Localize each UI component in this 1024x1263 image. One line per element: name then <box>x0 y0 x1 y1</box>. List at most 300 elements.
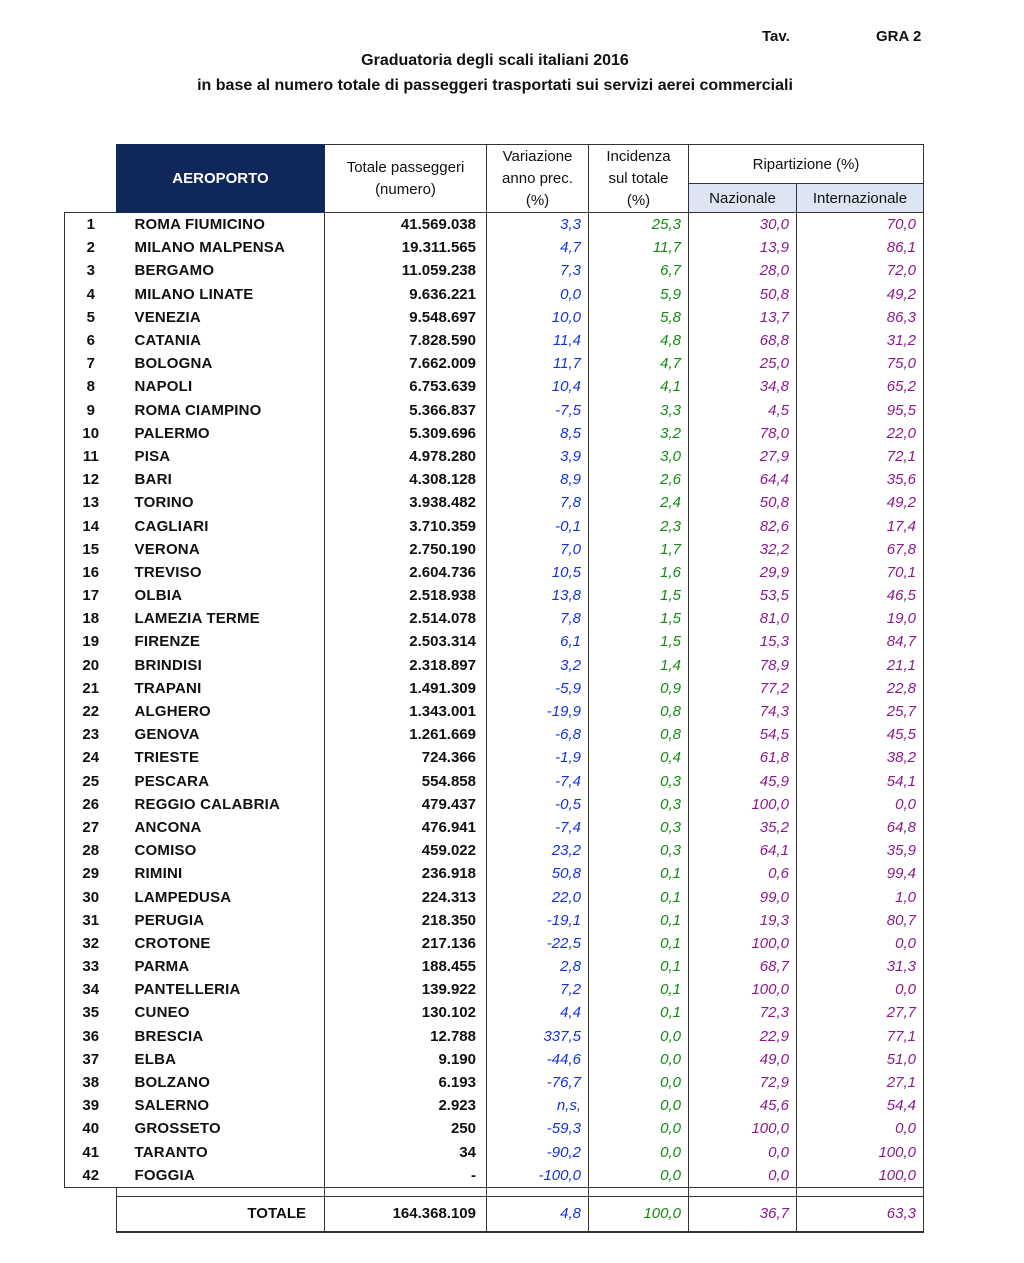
domestic-pct: 45,6 <box>689 1094 797 1117</box>
passengers-total: 2.923 <box>325 1094 487 1117</box>
passengers-total: 2.604.736 <box>325 561 487 584</box>
row-rank: 3 <box>65 259 117 282</box>
domestic-pct: 0,6 <box>689 862 797 885</box>
airport-name: FIRENZE <box>134 633 201 651</box>
incidence-pct: 11,7 <box>589 236 689 259</box>
row-rank: 37 <box>65 1048 117 1071</box>
domestic-pct: 99,0 <box>689 885 797 908</box>
international-pct: 100,0 <box>797 1164 924 1188</box>
table-row <box>65 630 924 653</box>
international-pct: 27,1 <box>797 1071 924 1094</box>
domestic-pct: 32,2 <box>689 538 797 561</box>
domestic-pct: 78,9 <box>689 654 797 677</box>
incidence-pct: 3,3 <box>589 399 689 422</box>
international-pct: 65,2 <box>797 375 924 398</box>
domestic-pct: 30,0 <box>689 213 797 237</box>
international-pct: 1,0 <box>797 885 924 908</box>
row-rank: 19 <box>65 630 117 653</box>
variation-pct: 7,2 <box>487 978 589 1001</box>
international-pct: 0,0 <box>797 1117 924 1140</box>
domestic-pct: 28,0 <box>689 259 797 282</box>
row-rank: 29 <box>65 862 117 885</box>
international-pct: 70,0 <box>797 213 924 237</box>
row-rank: 5 <box>65 306 117 329</box>
airport-name: PANTELLERIA <box>134 981 241 999</box>
table-row <box>65 445 924 468</box>
table-row <box>65 978 924 1001</box>
domestic-pct: 64,4 <box>689 468 797 491</box>
incidence-pct: 0,3 <box>589 816 689 839</box>
international-pct: 64,8 <box>797 816 924 839</box>
domestic-pct: 22,9 <box>689 1025 797 1048</box>
international-pct: 84,7 <box>797 630 924 653</box>
table-row <box>65 654 924 677</box>
variation-pct: 13,8 <box>487 584 589 607</box>
airport-ranking-table <box>64 144 924 1233</box>
variation-pct: 4,4 <box>487 1001 589 1024</box>
row-rank: 1 <box>65 213 117 237</box>
totals-section <box>65 1187 924 1232</box>
international-pct: 0,0 <box>797 978 924 1001</box>
incidence-pct: 0,0 <box>589 1117 689 1140</box>
domestic-pct: 100,0 <box>689 978 797 1001</box>
variation-pct: -76,7 <box>487 1071 589 1094</box>
domestic-pct: 77,2 <box>689 677 797 700</box>
domestic-pct: 81,0 <box>689 607 797 630</box>
passengers-total: 1.261.669 <box>325 723 487 746</box>
domestic-pct: 100,0 <box>689 932 797 955</box>
header-incidenza <box>589 145 689 213</box>
row-rank: 26 <box>65 793 117 816</box>
domestic-pct: 74,3 <box>689 700 797 723</box>
incidence-pct: 0,0 <box>589 1048 689 1071</box>
variation-pct: -22,5 <box>487 932 589 955</box>
table-row <box>65 793 924 816</box>
variation-pct: -100,0 <box>487 1164 589 1188</box>
table-row <box>65 1164 924 1188</box>
header-incidenza-line1: Incidenza <box>606 147 671 165</box>
international-pct: 19,0 <box>797 607 924 630</box>
row-rank: 11 <box>65 445 117 468</box>
row-rank: 4 <box>65 283 117 306</box>
passengers-total: 476.941 <box>325 816 487 839</box>
row-rank: 31 <box>65 909 117 932</box>
incidence-pct: 1,4 <box>589 654 689 677</box>
passengers-total: 2.318.897 <box>325 654 487 677</box>
row-rank: 42 <box>65 1164 117 1188</box>
incidence-pct: 1,5 <box>589 607 689 630</box>
variation-pct: 7,3 <box>487 259 589 282</box>
airport-name: CAGLIARI <box>134 517 209 535</box>
row-rank: 32 <box>65 932 117 955</box>
table-row <box>65 746 924 769</box>
international-pct: 0,0 <box>797 793 924 816</box>
variation-pct: -1,9 <box>487 746 589 769</box>
passengers-total: 5.366.837 <box>325 399 487 422</box>
variation-pct: 6,1 <box>487 630 589 653</box>
international-pct: 45,5 <box>797 723 924 746</box>
incidence-pct: 0,1 <box>589 885 689 908</box>
passengers-total: - <box>325 1164 487 1188</box>
variation-pct: -5,9 <box>487 677 589 700</box>
domestic-pct: 82,6 <box>689 514 797 537</box>
row-rank: 18 <box>65 607 117 630</box>
row-rank: 34 <box>65 978 117 1001</box>
table-row <box>65 236 924 259</box>
spacer-cell <box>487 1187 589 1196</box>
row-rank: 33 <box>65 955 117 978</box>
domestic-pct: 0,0 <box>689 1141 797 1164</box>
passengers-total: 6.193 <box>325 1071 487 1094</box>
spacer-cell <box>689 1187 797 1196</box>
airport-name: LAMEZIA TERME <box>134 610 260 628</box>
row-rank: 22 <box>65 700 117 723</box>
airport-name: BRINDISI <box>134 656 202 674</box>
incidence-pct: 0,4 <box>589 746 689 769</box>
incidence-pct: 4,8 <box>589 329 689 352</box>
airport-name: TREVISO <box>134 563 202 581</box>
international-pct: 49,2 <box>797 491 924 514</box>
domestic-pct: 4,5 <box>689 399 797 422</box>
page-subtitle: in base al numero totale di passeggeri trasportati sui servizi aerei commerciali <box>197 77 793 94</box>
passengers-total: 9.548.697 <box>325 306 487 329</box>
airport-name: GENOVA <box>134 726 200 744</box>
row-rank: 39 <box>65 1094 117 1117</box>
airport-name: PARMA <box>134 958 190 976</box>
domestic-pct: 13,7 <box>689 306 797 329</box>
row-rank: 7 <box>65 352 117 375</box>
airport-name: PISA <box>134 447 171 465</box>
domestic-pct: 54,5 <box>689 723 797 746</box>
variation-pct: 4,7 <box>487 236 589 259</box>
table-row <box>65 770 924 793</box>
row-rank: 14 <box>65 514 117 537</box>
airport-name: OLBIA <box>134 587 183 605</box>
table-body <box>65 213 924 1188</box>
international-pct: 99,4 <box>797 862 924 885</box>
variation-pct: 8,5 <box>487 422 589 445</box>
table-row <box>65 213 924 237</box>
airport-name: TRAPANI <box>134 679 202 697</box>
incidence-pct: 0,9 <box>589 677 689 700</box>
header-internazionale: Internazionale <box>797 184 924 213</box>
incidence-pct: 25,3 <box>589 213 689 237</box>
incidence-pct: 2,6 <box>589 468 689 491</box>
international-pct: 86,3 <box>797 306 924 329</box>
table-row <box>65 885 924 908</box>
domestic-pct: 15,3 <box>689 630 797 653</box>
airport-name: MILANO MALPENSA <box>134 239 285 257</box>
variation-pct: 11,7 <box>487 352 589 375</box>
row-rank: 25 <box>65 770 117 793</box>
passengers-total: 4.978.280 <box>325 445 487 468</box>
table-row <box>65 700 924 723</box>
international-pct: 31,2 <box>797 329 924 352</box>
totals-variation: 4,8 <box>487 1196 589 1232</box>
passengers-total: 9.190 <box>325 1048 487 1071</box>
table-row <box>65 1025 924 1048</box>
header-totale-line1: Totale passeggeri <box>346 158 465 176</box>
international-pct: 75,0 <box>797 352 924 375</box>
variation-pct: 3,2 <box>487 654 589 677</box>
airport-name: TORINO <box>134 494 194 512</box>
international-pct: 35,9 <box>797 839 924 862</box>
passengers-total: 2.518.938 <box>325 584 487 607</box>
passengers-total: 34 <box>325 1141 487 1164</box>
table-row <box>65 1141 924 1164</box>
table-row <box>65 352 924 375</box>
totals-row <box>65 1196 924 1232</box>
domestic-pct: 50,8 <box>689 283 797 306</box>
international-pct: 54,1 <box>797 770 924 793</box>
row-rank: 27 <box>65 816 117 839</box>
header-nazionale: Nazionale <box>689 184 797 213</box>
table-row <box>65 561 924 584</box>
passengers-total: 5.309.696 <box>325 422 487 445</box>
table-row <box>65 514 924 537</box>
international-pct: 80,7 <box>797 909 924 932</box>
row-rank: 23 <box>65 723 117 746</box>
header-variazione-line2: anno prec. <box>502 169 573 187</box>
airport-name: PESCARA <box>134 772 210 790</box>
domestic-pct: 72,9 <box>689 1071 797 1094</box>
variation-pct: 10,5 <box>487 561 589 584</box>
passengers-total: 724.366 <box>325 746 487 769</box>
header-ripartizione: Ripartizione (%) <box>689 145 924 184</box>
incidence-pct: 0,1 <box>589 1001 689 1024</box>
airport-name: PERUGIA <box>134 911 205 929</box>
variation-pct: 11,4 <box>487 329 589 352</box>
airport-name: COMISO <box>134 842 197 860</box>
international-pct: 70,1 <box>797 561 924 584</box>
domestic-pct: 100,0 <box>689 1117 797 1140</box>
table-row <box>65 259 924 282</box>
international-pct: 72,0 <box>797 259 924 282</box>
airport-name: VENEZIA <box>134 308 201 326</box>
incidence-pct: 0,1 <box>589 909 689 932</box>
incidence-pct: 1,5 <box>589 584 689 607</box>
row-rank: 17 <box>65 584 117 607</box>
row-rank: 13 <box>65 491 117 514</box>
incidence-pct: 0,0 <box>589 1071 689 1094</box>
table-row <box>65 422 924 445</box>
header-aeroporto: AEROPORTO <box>117 145 325 213</box>
totals-international: 63,3 <box>797 1196 924 1232</box>
header-variazione-line1: Variazione <box>502 147 573 165</box>
row-rank: 24 <box>65 746 117 769</box>
airport-name: SALERNO <box>134 1097 210 1115</box>
header-variazione <box>487 145 589 213</box>
passengers-total: 2.750.190 <box>325 538 487 561</box>
totals-rank-blank <box>65 1196 117 1232</box>
airport-name: GROSSETO <box>134 1120 221 1138</box>
domestic-pct: 13,9 <box>689 236 797 259</box>
variation-pct: -19,1 <box>487 909 589 932</box>
incidence-pct: 3,0 <box>589 445 689 468</box>
airport-name: PALERMO <box>134 424 210 442</box>
domestic-pct: 27,9 <box>689 445 797 468</box>
table-row <box>65 491 924 514</box>
row-rank: 21 <box>65 677 117 700</box>
passengers-total: 2.503.314 <box>325 630 487 653</box>
international-pct: 51,0 <box>797 1048 924 1071</box>
variation-pct: 23,2 <box>487 839 589 862</box>
table-row <box>65 283 924 306</box>
row-rank: 10 <box>65 422 117 445</box>
variation-pct: -44,6 <box>487 1048 589 1071</box>
passengers-total: 9.636.221 <box>325 283 487 306</box>
passengers-total: 6.753.639 <box>325 375 487 398</box>
incidence-pct: 5,9 <box>589 283 689 306</box>
incidence-pct: 0,8 <box>589 700 689 723</box>
spacer-row <box>65 1187 924 1196</box>
row-rank: 20 <box>65 654 117 677</box>
table-row <box>65 1117 924 1140</box>
incidence-pct: 4,7 <box>589 352 689 375</box>
table-row <box>65 955 924 978</box>
passengers-total: 459.022 <box>325 839 487 862</box>
table-row <box>65 723 924 746</box>
table-row <box>65 1001 924 1024</box>
incidence-pct: 2,4 <box>589 491 689 514</box>
airport-name: RIMINI <box>134 865 183 883</box>
row-rank: 28 <box>65 839 117 862</box>
variation-pct: 337,5 <box>487 1025 589 1048</box>
row-rank: 16 <box>65 561 117 584</box>
domestic-pct: 0,0 <box>689 1164 797 1188</box>
totals-domestic: 36,7 <box>689 1196 797 1232</box>
domestic-pct: 72,3 <box>689 1001 797 1024</box>
variation-pct: -0,5 <box>487 793 589 816</box>
variation-pct: 10,0 <box>487 306 589 329</box>
airport-name: CUNEO <box>134 1004 190 1022</box>
international-pct: 0,0 <box>797 932 924 955</box>
table-row <box>65 399 924 422</box>
airport-name: BOLOGNA <box>134 355 213 373</box>
table-row <box>65 677 924 700</box>
domestic-pct: 45,9 <box>689 770 797 793</box>
spacer-cell <box>65 1187 117 1196</box>
international-pct: 22,0 <box>797 422 924 445</box>
table-row <box>65 306 924 329</box>
incidence-pct: 0,0 <box>589 1025 689 1048</box>
international-pct: 72,1 <box>797 445 924 468</box>
table-row <box>65 932 924 955</box>
row-rank: 41 <box>65 1141 117 1164</box>
table-row <box>65 329 924 352</box>
spacer-cell <box>325 1187 487 1196</box>
incidence-pct: 1,7 <box>589 538 689 561</box>
table-row <box>65 538 924 561</box>
passengers-total: 130.102 <box>325 1001 487 1024</box>
variation-pct: 3,9 <box>487 445 589 468</box>
incidence-pct: 5,8 <box>589 306 689 329</box>
airport-name: NAPOLI <box>134 378 193 396</box>
passengers-total: 188.455 <box>325 955 487 978</box>
table-row <box>65 816 924 839</box>
variation-pct: 2,8 <box>487 955 589 978</box>
row-rank: 36 <box>65 1025 117 1048</box>
international-pct: 38,2 <box>797 746 924 769</box>
domestic-pct: 35,2 <box>689 816 797 839</box>
variation-pct: n,s, <box>487 1094 589 1117</box>
airport-name: BERGAMO <box>134 262 215 280</box>
incidence-pct: 0,1 <box>589 862 689 885</box>
passengers-total: 236.918 <box>325 862 487 885</box>
domestic-pct: 100,0 <box>689 793 797 816</box>
airport-name: ROMA FIUMICINO <box>117 213 325 237</box>
spacer-cell <box>797 1187 924 1196</box>
header-incidenza-line3: (%) <box>626 191 651 209</box>
rank-header-blank <box>65 145 117 213</box>
incidence-pct: 2,3 <box>589 514 689 537</box>
international-pct: 100,0 <box>797 1141 924 1164</box>
incidence-pct: 3,2 <box>589 422 689 445</box>
international-pct: 54,4 <box>797 1094 924 1117</box>
header-totale-passeggeri <box>325 145 487 213</box>
international-pct: 31,3 <box>797 955 924 978</box>
passengers-total: 139.922 <box>325 978 487 1001</box>
variation-pct: -7,5 <box>487 399 589 422</box>
domestic-pct: 78,0 <box>689 422 797 445</box>
airport-name: REGGIO CALABRIA <box>134 795 280 813</box>
page-title: Graduatoria degli scali italiani 2016 <box>361 52 629 69</box>
row-rank: 2 <box>65 236 117 259</box>
incidence-pct: 0,1 <box>589 932 689 955</box>
incidence-pct: 1,6 <box>589 561 689 584</box>
passengers-total: 3.938.482 <box>325 491 487 514</box>
table-row <box>65 468 924 491</box>
airport-name: ELBA <box>134 1050 177 1068</box>
domestic-pct: 68,8 <box>689 329 797 352</box>
international-pct: 25,7 <box>797 700 924 723</box>
totals-incidence: 100,0 <box>589 1196 689 1232</box>
domestic-pct: 34,8 <box>689 375 797 398</box>
variation-pct: -59,3 <box>487 1117 589 1140</box>
incidence-pct: 4,1 <box>589 375 689 398</box>
row-rank: 35 <box>65 1001 117 1024</box>
passengers-total: 479.437 <box>325 793 487 816</box>
international-pct: 46,5 <box>797 584 924 607</box>
row-rank: 6 <box>65 329 117 352</box>
header-incidenza-line2: sul totale <box>608 169 669 187</box>
incidence-pct: 1,5 <box>589 630 689 653</box>
spacer-cell <box>589 1187 689 1196</box>
international-pct: 27,7 <box>797 1001 924 1024</box>
header-totale-line2: (numero) <box>375 180 436 198</box>
variation-pct: 7,8 <box>487 607 589 630</box>
airport-name: ROMA CIAMPINO <box>134 401 262 419</box>
table-row <box>65 1071 924 1094</box>
passengers-total: 7.828.590 <box>325 329 487 352</box>
international-pct: 67,8 <box>797 538 924 561</box>
incidence-pct: 0,0 <box>589 1141 689 1164</box>
row-rank: 38 <box>65 1071 117 1094</box>
row-rank: 9 <box>65 399 117 422</box>
international-pct: 49,2 <box>797 283 924 306</box>
airport-name: BOLZANO <box>134 1074 211 1092</box>
variation-pct: -6,8 <box>487 723 589 746</box>
passengers-total: 1.343.001 <box>325 700 487 723</box>
passengers-total: 41.569.038 <box>325 213 487 237</box>
passengers-total: 12.788 <box>325 1025 487 1048</box>
tav-label: Tav. <box>762 28 790 45</box>
totals-passengers: 164.368.109 <box>325 1196 487 1232</box>
domestic-pct: 61,8 <box>689 746 797 769</box>
domestic-pct: 68,7 <box>689 955 797 978</box>
variation-pct: 7,0 <box>487 538 589 561</box>
international-pct: 95,5 <box>797 399 924 422</box>
